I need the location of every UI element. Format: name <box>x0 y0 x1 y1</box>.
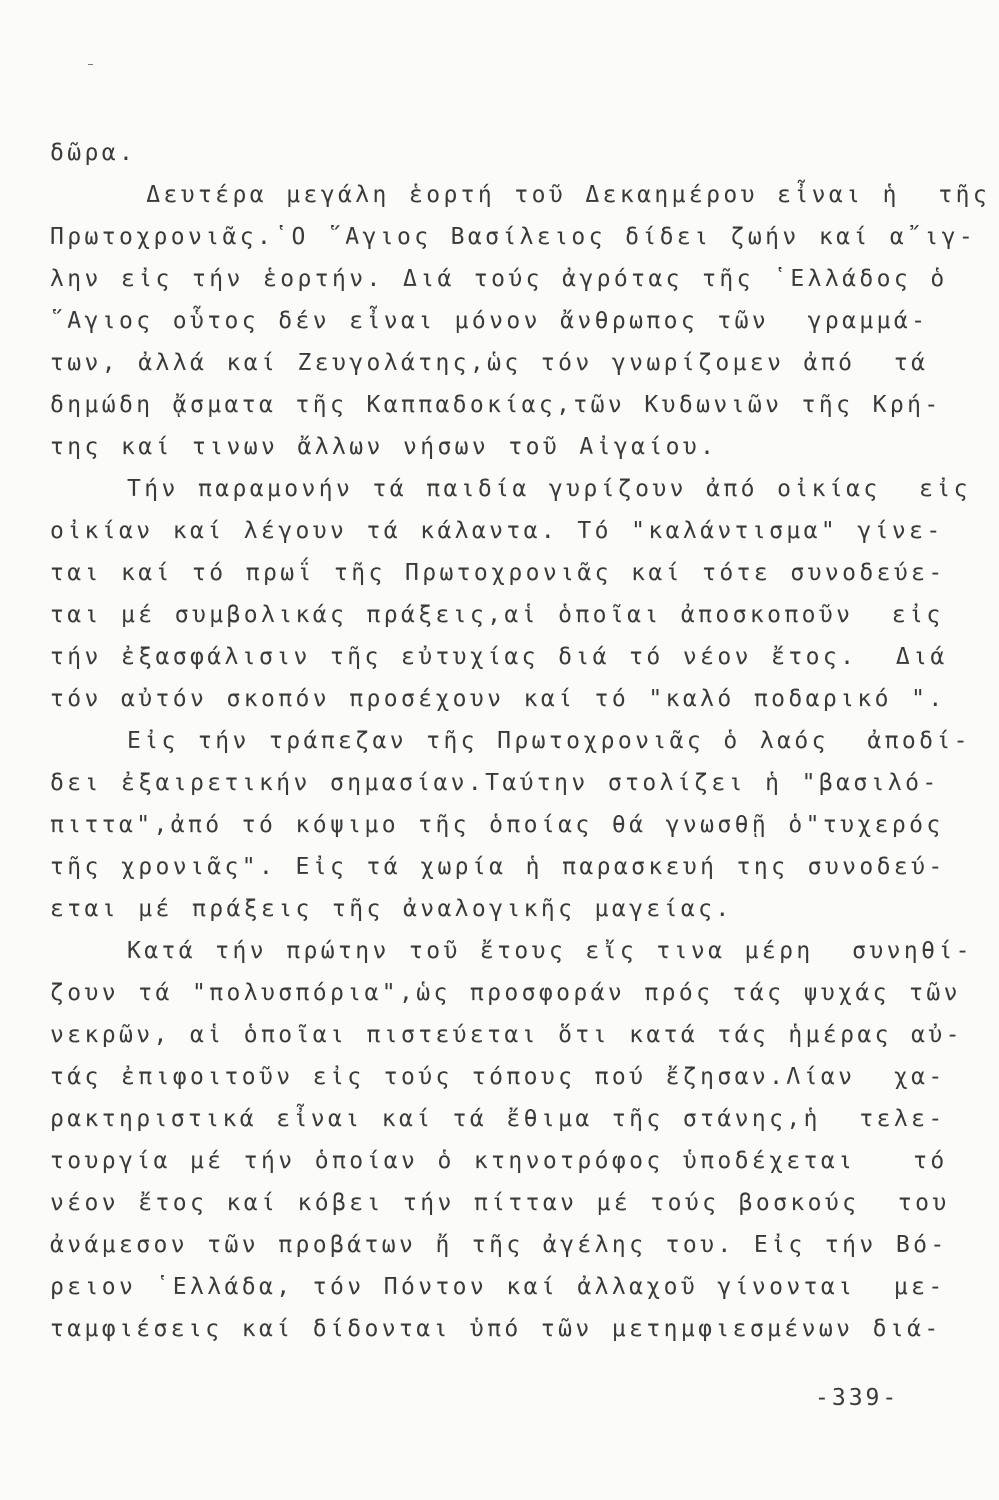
text-line: τόν αὐτόν σκοπόν προσέχουν καί τό "καλό ποδαρικό ". <box>50 686 946 712</box>
text-line: πιττα",ἀπό τό κόψιμο τῆς ὁποίας θά γνωσθῇ ὁ"τυχερός <box>50 812 944 838</box>
text-line: οἰκίαν καί λέγουν τά κάλαντα. Τό "καλάντισμα" γίνε- <box>50 518 944 544</box>
text-line: ρειον ῾Ελλάδα, τόν Πόντον καί ἀλλαχοῦ γίνονται με- <box>50 1274 946 1300</box>
text-line: Πρωτοχρονιᾶς.῾Ο ῞Αγιος Βασίλειος δίδει ζωήν καί α῎ιγ- <box>50 224 977 250</box>
text-line: εται μέ πράξεις τῆς ἀναλογικῆς μαγείας. <box>50 896 733 922</box>
text-line: ῞Αγιος οὗτος δέν εἶναι μόνον ἄνθρωπος τῶν γραμμά- <box>50 308 929 334</box>
text-line: τάς ἐπιφοιτοῦν εἰς τούς τόπους πού ἔζησαν.Λίαν χα- <box>50 1064 946 1090</box>
text-line: δει ἐξαιρετικήν σημασίαν.Ταύτην στολίζει ἡ "βασιλό- <box>50 770 940 796</box>
text-line: λην εἰς τήν ἑορτήν. Διά τούς ἀγρότας τῆς ῾Ελλάδος ὁ <box>50 266 948 292</box>
text-line: Εἰς τήν τράπεζαν τῆς Πρωτοχρονιᾶς ὁ λαός ἀποδί- <box>50 728 971 754</box>
text-line: τουργία μέ τήν ὁποίαν ὁ κτηνοτρόφος ὑποδέχεται τό <box>50 1148 948 1174</box>
text-line: των, ἀλλά καί Ζευγολάτης,ὡς τόν γνωρίζομεν ἀπό τά <box>50 350 929 376</box>
text-line: τήν ἐξασφάλισιν τῆς εὐτυχίας διά τό νέον ἔτος. Διά <box>50 644 948 670</box>
text-line: Κατά τήν πρώτην τοῦ ἔτους εἴς τινα μέρη συνηθί- <box>50 938 973 964</box>
scan-speck <box>88 64 93 65</box>
text-line: δῶρα. <box>50 140 137 166</box>
text-line: νέον ἔτος καί κόβει τήν πίτταν μέ τούς βοσκούς του <box>50 1190 950 1216</box>
text-line: Δευτέρα μεγάλη ἑορτή τοῦ Δεκαημέρου εἶναι ἡ τῆς <box>50 182 991 208</box>
text-line: ται μέ συμβολικάς πράξεις,αἱ ὁποῖαι ἀποσκοποῦν εἰς <box>50 602 944 628</box>
text-line: ζουν τά "πολυσπόρια",ὡς προσφοράν πρός τάς ψυχάς τῶν <box>50 980 961 1006</box>
text-line: δημώδη ᾄσματα τῆς Καππαδοκίας,τῶν Κυδωνιῶν τῆς Κρή- <box>50 392 942 418</box>
text-line: Τήν παραμονήν τά παιδία γυρίζουν ἀπό οἰκίας εἰς <box>50 476 971 502</box>
body-text <box>50 132 991 1350</box>
text-line: τῆς χρονιᾶς". Εἰς τά χωρία ἡ παρασκευή της συνοδεύ- <box>50 854 946 880</box>
text-line: ἀνάμεσον τῶν προβάτων ἤ τῆς ἀγέλης του. Εἰς τήν Βό- <box>50 1232 948 1258</box>
text-line: της καί τινων ἄλλων νήσων τοῦ Αἰγαίου. <box>50 434 718 460</box>
text-line: ρακτηριστικά εἶναι καί τά ἔθιμα τῆς στάνης,ἡ τελε- <box>50 1106 946 1132</box>
page-number: -339- <box>815 1385 900 1411</box>
text-line: ταμφιέσεις καί δίδονται ὑπό τῶν μετημφιεσμένων διά- <box>50 1316 942 1342</box>
text-line: ται καί τό πρωΐ τῆς Πρωτοχρονιᾶς καί τότε συνοδεύε- <box>50 560 946 586</box>
text-line: νεκρῶν, αἱ ὁποῖαι πιστεύεται ὅτι κατά τάς ἡμέρας αὐ- <box>50 1022 963 1048</box>
